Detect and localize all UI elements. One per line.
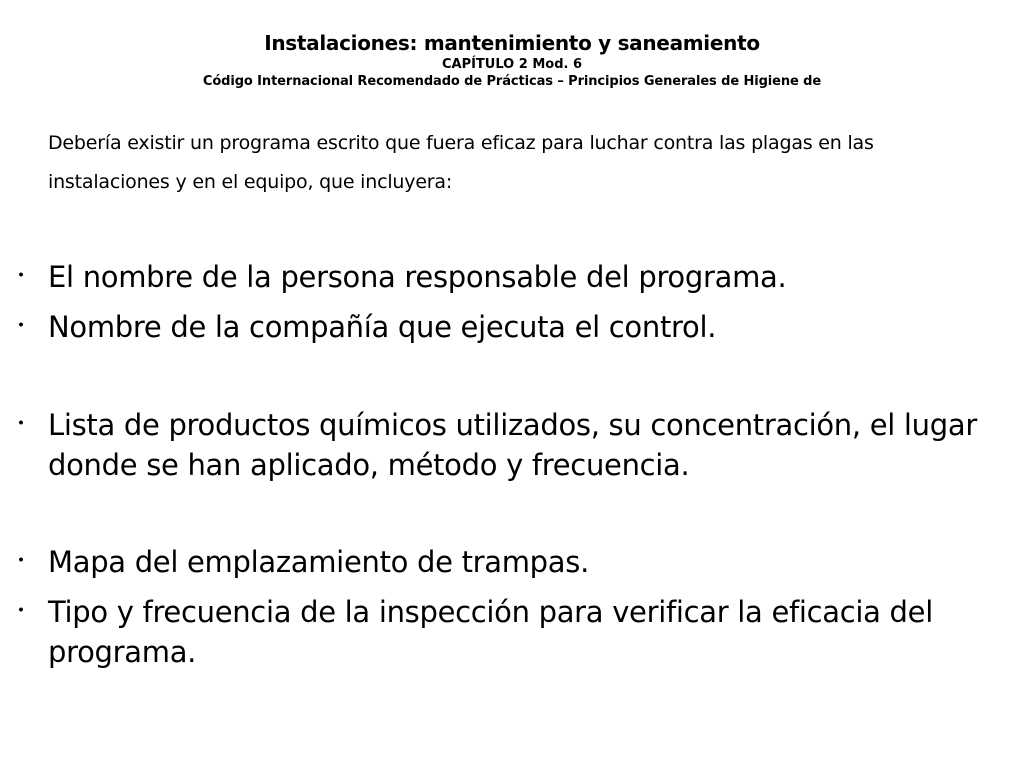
intro-paragraph: Debería existir un programa escrito que fuera eficaz para luchar contra las plagas en las instalaciones y en el equipo, que incluyera: <box>48 132 874 193</box>
bullet-dot-icon: ・ <box>10 412 32 437</box>
bullet-item <box>10 307 1016 347</box>
bullet-text: El nombre de la persona responsable del programa. <box>48 260 787 294</box>
bullet-item <box>10 405 1016 485</box>
bullet-text: Mapa del emplazamiento de trampas. <box>48 545 589 579</box>
bullet-item <box>10 542 1016 582</box>
bullet-dot-icon: ・ <box>10 549 32 574</box>
code-reference: Código Internacional Recomendado de Prácticas – Principios Generales de Higiene de <box>202 74 822 89</box>
chapter-label: CAPÍTULO 2 Mod. 6 <box>441 57 583 72</box>
bullet-dot-icon: ・ <box>10 599 32 624</box>
bullet-text: Nombre de la compañía que ejecuta el control. <box>48 310 717 344</box>
slide-title: Instalaciones: mantenimiento y saneamiento <box>264 31 760 55</box>
bullet-dot-icon: ・ <box>10 264 32 289</box>
bullet-item <box>10 257 1016 297</box>
bullet-dot-icon: ・ <box>10 314 32 339</box>
bullet-text: Tipo y frecuencia de la inspección para verificar la eficacia del programa. <box>48 595 933 669</box>
bullet-item <box>10 592 1016 672</box>
bullet-text: Lista de productos químicos utilizados, su concentración, el lugar donde se han aplicado, método y frecuencia. <box>48 408 977 482</box>
